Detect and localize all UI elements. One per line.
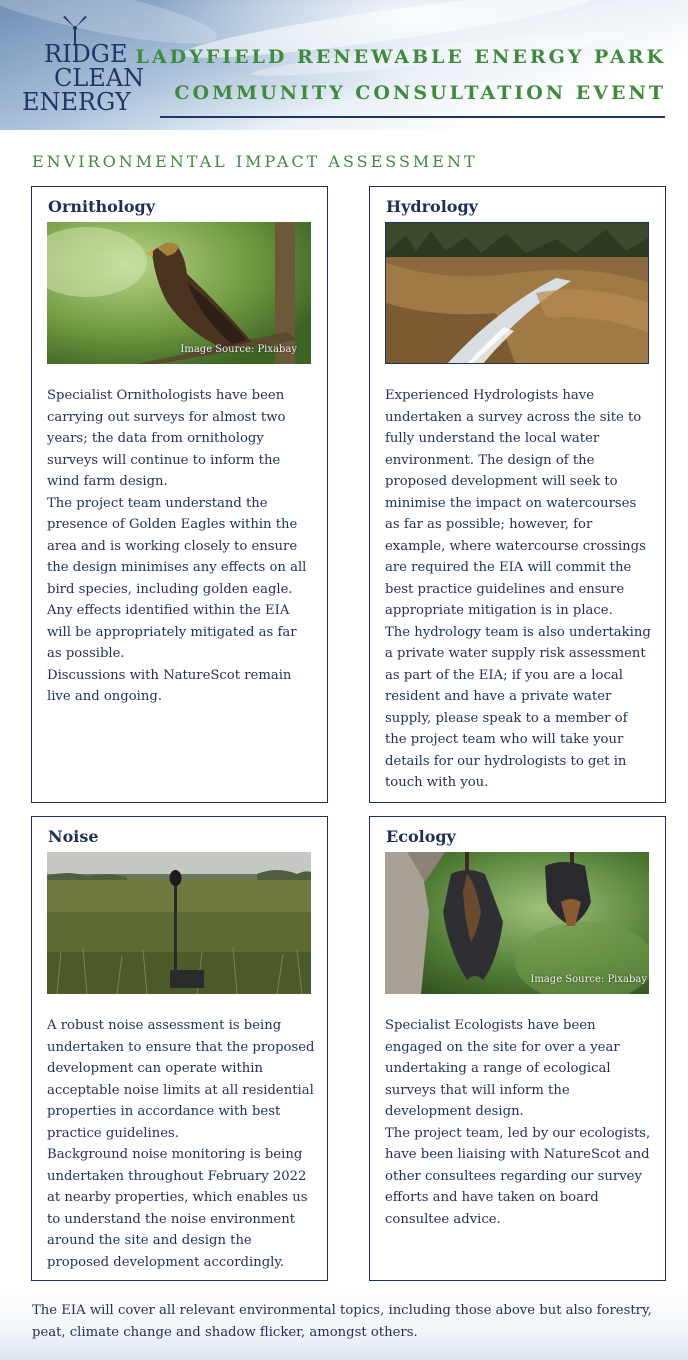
card-paragraph: Experienced Hydrologists have undertaken a survey across the site to fully understand the local water environment. The design of the proposed development will seek to minimise the impact on watercourses as far as possible; however, for example, where watercourse crossings are required the EIA will commit the best practice guidelines and ensure appropriate mitigation is in place. xyxy=(385,388,646,618)
logo-line-ridge: RIDGE xyxy=(44,40,128,68)
section-title: ENVIRONMENTAL IMPACT ASSESSMENT xyxy=(32,152,478,171)
logo-line-clean: CLEAN xyxy=(54,64,145,92)
event-title-line1: LADYFIELD RENEWABLE ENERGY PARK xyxy=(135,46,666,68)
event-title-line2: COMMUNITY CONSULTATION EVENT xyxy=(174,82,666,104)
image-credit: Image Source: Pixabay xyxy=(530,974,647,985)
card-paragraph: Specialist Ecologists have been engaged on the site for over a year undertaking a range of ecological surveys that will inform the development design. xyxy=(385,1018,620,1119)
logo-line-energy: ENERGY xyxy=(22,88,131,116)
card-title: Hydrology xyxy=(386,197,478,216)
card-paragraph: Discussions with NatureScot remain live and ongoing. xyxy=(47,667,292,704)
card-title: Noise xyxy=(48,827,99,846)
card-paragraph: A robust noise assessment is being undertaken to ensure that the proposed development can operate within acceptable noise limits at all residential properties in accordance with best practice guidelines. xyxy=(47,1018,315,1141)
footer-note: The EIA will cover all relevant environmental topics, including those above but also forestry, peat, climate change and shadow flicker, amongst others. xyxy=(32,1303,652,1340)
card-hydrology xyxy=(369,186,666,803)
card-title: Ornithology xyxy=(48,197,156,216)
card-paragraph: The project team understand the presence of Golden Eagles within the area and is working closely to ensure the design minimises any effects on all bird species, including golden eagle. Any effects identified within the EIA will be appropriately mitigated as far as possible. xyxy=(47,495,307,661)
moorland-stream-photo xyxy=(385,222,649,364)
header-divider xyxy=(160,116,665,118)
bats-photo xyxy=(385,852,649,994)
card-body xyxy=(385,385,653,794)
card-title: Ecology xyxy=(386,827,456,846)
card-paragraph: Background noise monitoring is being undertaken throughout February 2022 at nearby properties, which enables us to understand the noise environment around the site and design the proposed development accordingly. xyxy=(47,1147,308,1270)
card-paragraph: The hydrology team is also undertaking a private water supply risk assessment as part of the EIA; if you are a local resident and have a private water supply, please speak to a member of the project team who will take your details for our hydrologists to get in touch with you. xyxy=(385,624,651,790)
card-body xyxy=(47,1015,315,1273)
card-body xyxy=(47,385,315,708)
card-paragraph: Specialist Ornithologists have been carrying out surveys for almost two years; the data from ornithology surveys will continue to inform the wind farm design. xyxy=(47,388,286,489)
card-paragraph: The project team, led by our ecologists, have been liaising with NatureScot and other consultees regarding our survey efforts and have taken on board consultee advice. xyxy=(385,1125,651,1227)
card-noise xyxy=(31,816,328,1281)
card-body xyxy=(385,1015,653,1230)
card-ornithology xyxy=(31,186,328,803)
noise-monitor-field-photo xyxy=(47,852,311,994)
header-banner xyxy=(0,0,688,130)
image-credit: Image Source: Pixabay xyxy=(180,344,297,355)
golden-eagle-photo xyxy=(47,222,311,364)
card-ecology xyxy=(369,816,666,1281)
